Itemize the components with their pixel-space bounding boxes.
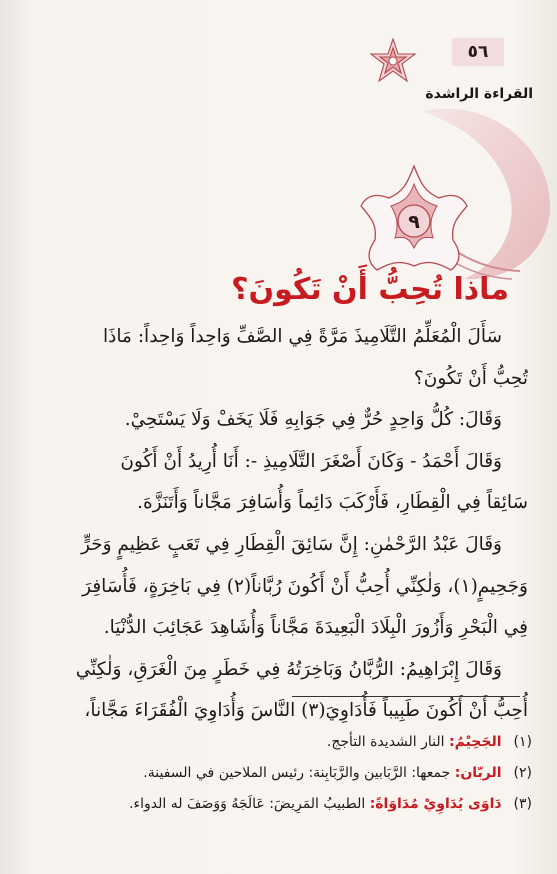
footnotes bbox=[62, 727, 532, 820]
body-line: سَائِقاً فِي الْقِطَارِ، فَأَرْكَبَ دَائِماً وَأُسَافِرَ مَجَّاناً وَأَتَنَزَّهَ. bbox=[137, 492, 528, 514]
footnote-divider bbox=[292, 696, 520, 697]
body-line: وَقَالَ أَحْمَدُ - وَكَانَ أَصْغَرَ التَّلَامِيذِ -: أَنَا أُرِيدُ أَنْ أَكُونَ bbox=[120, 450, 502, 472]
body-line: وَقَالَ عَبْدُ الرَّحْمٰنِ: إِنَّ سَائِقَ الْقِطَارِ فِي تَعَبٍ عَظِيمٍ وَحَرٍّ bbox=[80, 533, 502, 555]
body-line: وَقَالَ: كُلُّ وَاحِدٍ حُرٌّ فِي جَوَابِهِ فَلَا يَخَفْ وَلَا يَسْتَحِيْ. bbox=[124, 409, 502, 431]
lesson-number: ٩ bbox=[408, 211, 420, 233]
footnote-item bbox=[62, 758, 532, 789]
footnote-item bbox=[62, 727, 532, 758]
footnote-term: الجَحِيْمُ: bbox=[449, 734, 502, 750]
star-flower-ornament-icon bbox=[365, 36, 421, 88]
footnote-term: الربّان: bbox=[454, 765, 502, 781]
footnote-item bbox=[62, 789, 532, 820]
body-line: سَأَلَ الْمُعَلِّمُ التَّلَامِيذَ مَرَّةً فِي الصَّفِّ وَاحِداً وَاحِداً: مَاذَا bbox=[103, 326, 502, 347]
page-number: ٥٦ bbox=[452, 38, 504, 66]
footnote-number: (٣) bbox=[513, 796, 532, 812]
body-line: تُحِبُّ أَنْ تَكُونَ؟ bbox=[413, 367, 528, 389]
footnote-number: (١) bbox=[513, 734, 532, 750]
body-line: وَقَالَ إِبْرَاهِيمُ: الرُّبَّانُ وَبَاخِرَتُهُ فِي خَطَرٍ مِنَ الْغَرَقِ، وَلٰكِنِّي bbox=[75, 658, 502, 680]
body-line: فِي الْبَحْرِ وَأَزُورَ الْبِلَادَ الْبَعِيدَةَ مَجَّاناً وَأُشَاهِدَ عَجَائِبَ الدُّنْيَا. bbox=[103, 617, 528, 639]
body-line: أُحِبُّ أَنْ أَكُونَ طَبِيباً فَأُدَاوِيَ(٣) النَّاسَ وَأُدَاوِيَ الْفُقَرَاءَ مَجَّاناً، bbox=[84, 700, 528, 722]
lesson-title: ماذا تُحِبُّ أَنْ تَكُونَ؟ bbox=[231, 272, 509, 307]
book-title: القراءة الراشدة bbox=[425, 86, 533, 102]
footnote-text: الطبيبُ المَرِيضَ: عَالَجَهُ وَوَصَفَ له الدواء. bbox=[129, 796, 366, 812]
footnote-number: (٢) bbox=[513, 765, 532, 781]
lesson-body bbox=[24, 316, 528, 732]
footnote-term: دَاوَى يُدَاوِيْ مُدَاوَاةً: bbox=[369, 796, 502, 812]
footnote-text: جمعها: الرَّبَابين والرَّبَابِنة: رئيس الملاحين في السفينة. bbox=[143, 765, 451, 781]
body-line: وَجَحِيمٍ(١)، وَلٰكِنِّي أُحِبُّ أَنْ أَكُونَ رُبَّاناً(٢) فِي بَاخِرَةٍ، فَأُسَافِرَ bbox=[82, 575, 528, 597]
footnote-text: النار الشديدة التأجج. bbox=[326, 734, 445, 750]
